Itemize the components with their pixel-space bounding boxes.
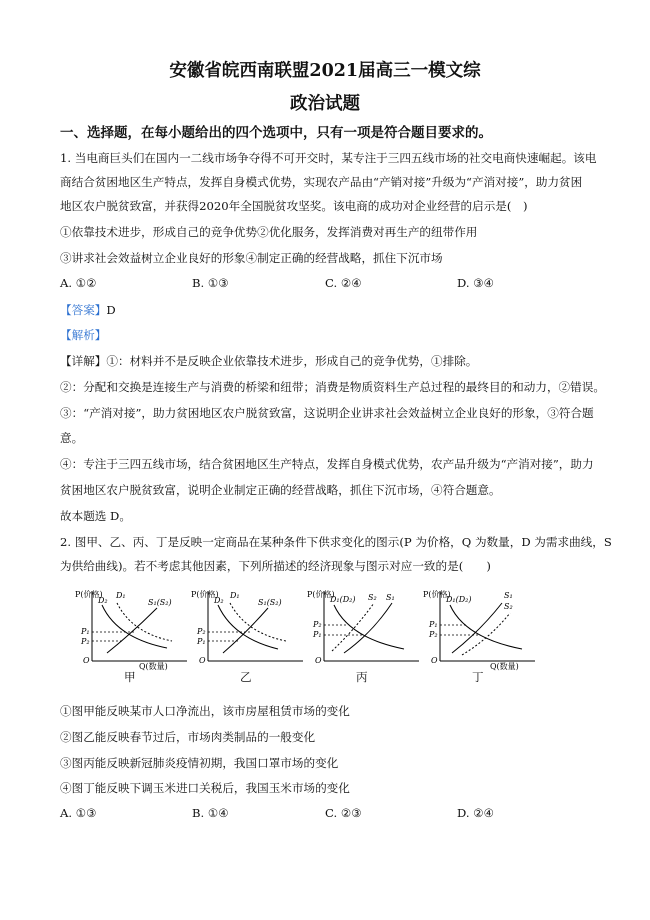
graph-ding — [420, 583, 540, 683]
curve-label-d: D₁(D₂) — [446, 595, 472, 604]
price-label-lower: P₂ — [429, 630, 438, 639]
detail-line: 故本题选 D。 — [60, 509, 131, 523]
price-label-lower: P₁ — [313, 630, 322, 639]
demand-curve — [334, 605, 404, 649]
q1-stem-line: 1. 当电商巨头们在国内一二线市场争夺得不可开交时，某专注于三四五线市场的社交电商快速崛起。该电 — [60, 151, 597, 165]
curve-label-s1: S₁ — [386, 593, 395, 602]
answer-value: D — [106, 303, 116, 317]
origin-label: O — [83, 656, 90, 665]
curve-label-d2: D₂ — [214, 596, 224, 605]
curve-label-s2: S₂ — [504, 602, 513, 611]
q1-option-d: D. ③④ — [457, 276, 495, 290]
curve-label-d: D₁(D₂) — [330, 595, 356, 604]
demand-curve-d1 — [230, 603, 286, 641]
q2-statement: ①图甲能反映某市人口净流出，该市房屋租赁市场的变化 — [60, 704, 350, 718]
q1-option-c: C. ②④ — [325, 276, 362, 290]
supply-curve — [107, 608, 157, 653]
y-axis-label: P(价格) — [423, 590, 451, 599]
curve-label-d1: D₁ — [116, 591, 126, 600]
supply-curve — [223, 608, 268, 653]
q1-statement: ①依靠技术进步，形成自己的竞争优势②优化服务，发挥消费对再生产的纽带作用 — [60, 225, 478, 239]
detail-line: ③：“产消对接”，助力贫困地区农户脱贫致富，这说明企业讲求社会效益树立企业良好的形象，③符合题 — [60, 406, 594, 420]
curve-label-s2: S₂ — [368, 593, 377, 602]
supply-curve-s1 — [344, 603, 392, 653]
graph-yi — [188, 583, 308, 683]
x-axis-label: Q(数量) — [139, 662, 168, 671]
price-label-lower: P₁ — [197, 637, 206, 646]
q2-statement: ④图丁能反映下调玉米进口关税后，我国玉米市场的变化 — [60, 781, 350, 795]
price-label-upper: P₂ — [313, 620, 322, 629]
answer-tag: 【答案】 — [60, 303, 107, 317]
origin-label: O — [431, 656, 438, 665]
q2-stem-line: 为供给曲线)。若不考虑其他因素，下列所描述的经济现象与图示对应一致的是( ) — [60, 559, 491, 573]
q2-statement: ③图丙能反映新冠肺炎疫情初期，我国口罩市场的变化 — [60, 756, 339, 770]
q2-option-b: B. ①④ — [192, 806, 229, 820]
analysis-tag: 【解析】 — [60, 328, 107, 342]
exam-subtitle: 政治试题 — [290, 94, 360, 114]
graph-caption-jia: 甲 — [124, 670, 136, 684]
q2-option-d: D. ②④ — [457, 806, 495, 820]
origin-label: O — [315, 656, 322, 665]
detail-line: 意。 — [60, 431, 84, 445]
detail-line: 贫困地区农户脱贫致富，说明企业制定正确的经营战略，抓住下沉市场，④符合题意。 — [60, 483, 501, 497]
q1-statement: ③讲求社会效益树立企业良好的形象④制定正确的经营战略，抓住下沉市场 — [60, 251, 443, 265]
q1-option-b: B. ①③ — [192, 276, 229, 290]
demand-curve — [450, 605, 522, 649]
graph-caption-bing: 丙 — [356, 670, 368, 684]
detail-line: ②：分配和交换是连接生产与消费的桥梁和纽带；消费是物质资料生产总过程的最终目的和动力，②错误。 — [60, 380, 605, 394]
detail-text: ①：材料并不是反映企业依靠技术进步，形成自己的竞争优势，①排除。 — [106, 354, 478, 368]
exam-title: 安徽省皖西南联盟2021届高三一模文综 — [169, 61, 481, 81]
graph-caption-ding: 丁 — [472, 670, 484, 684]
price-label-upper: P₁ — [81, 627, 90, 636]
graph-bing — [304, 583, 424, 683]
detail-tag: 【详解】 — [60, 354, 107, 368]
section-heading: 一、选择题，在每小题给出的四个选项中，只有一项是符合题目要求的。 — [60, 125, 492, 141]
price-label-upper: P₁ — [429, 620, 438, 629]
curve-label-s: S₁(S₂) — [148, 598, 172, 607]
y-axis-label: P(价格) — [75, 590, 103, 599]
supply-curve-s2 — [462, 613, 510, 655]
supply-curve-s2 — [332, 603, 374, 651]
demand-curve-d2 — [218, 605, 278, 649]
q1-option-a: A. ①② — [60, 276, 97, 290]
q2-stem-line: 2. 图甲、乙、丙、丁是反映一定商品在某种条件下供求变化的图示(P 为价格，Q 为数量，D 为需求曲线，S — [60, 535, 612, 549]
q1-stem-line: 商结合贫困地区生产特点，发挥自身模式优势，实现农产品由“产销对接”升级为“产消对接”，助力贫困 — [60, 175, 583, 189]
detail-line — [60, 353, 477, 369]
curve-label-s1: S₁ — [504, 591, 513, 600]
curve-label-d2: D₂ — [98, 596, 108, 605]
graph-jia — [72, 583, 192, 683]
demand-curve-d1 — [117, 603, 172, 641]
curve-label-d1: D₁ — [230, 591, 240, 600]
origin-label: O — [199, 656, 206, 665]
detail-line: ④：专注于三四五线市场，结合贫困地区生产特点，发挥自身模式优势，农产品升级为“产消对接”，助力 — [60, 457, 594, 471]
q1-stem-line: 地区农户脱贫致富，并获得2020年全国脱贫攻坚奖。该电商的成功对企业经营的启示是( ) — [60, 199, 528, 213]
curve-label-s: S₁(S₂) — [258, 598, 282, 607]
x-axis-label: Q(数量) — [490, 662, 519, 671]
q1-answer — [60, 302, 116, 318]
price-label-lower: P₂ — [81, 637, 90, 646]
price-label-upper: P₂ — [197, 627, 206, 636]
y-axis-label: P(价格) — [307, 590, 335, 599]
q2-option-c: C. ②③ — [325, 806, 362, 820]
q2-statement: ②图乙能反映春节过后，市场肉类制品的一般变化 — [60, 730, 316, 744]
q2-option-a: A. ①③ — [60, 806, 97, 820]
y-axis-label: P(价格) — [191, 590, 219, 599]
demand-curve-d2 — [102, 605, 167, 648]
graph-caption-yi: 乙 — [240, 670, 252, 684]
